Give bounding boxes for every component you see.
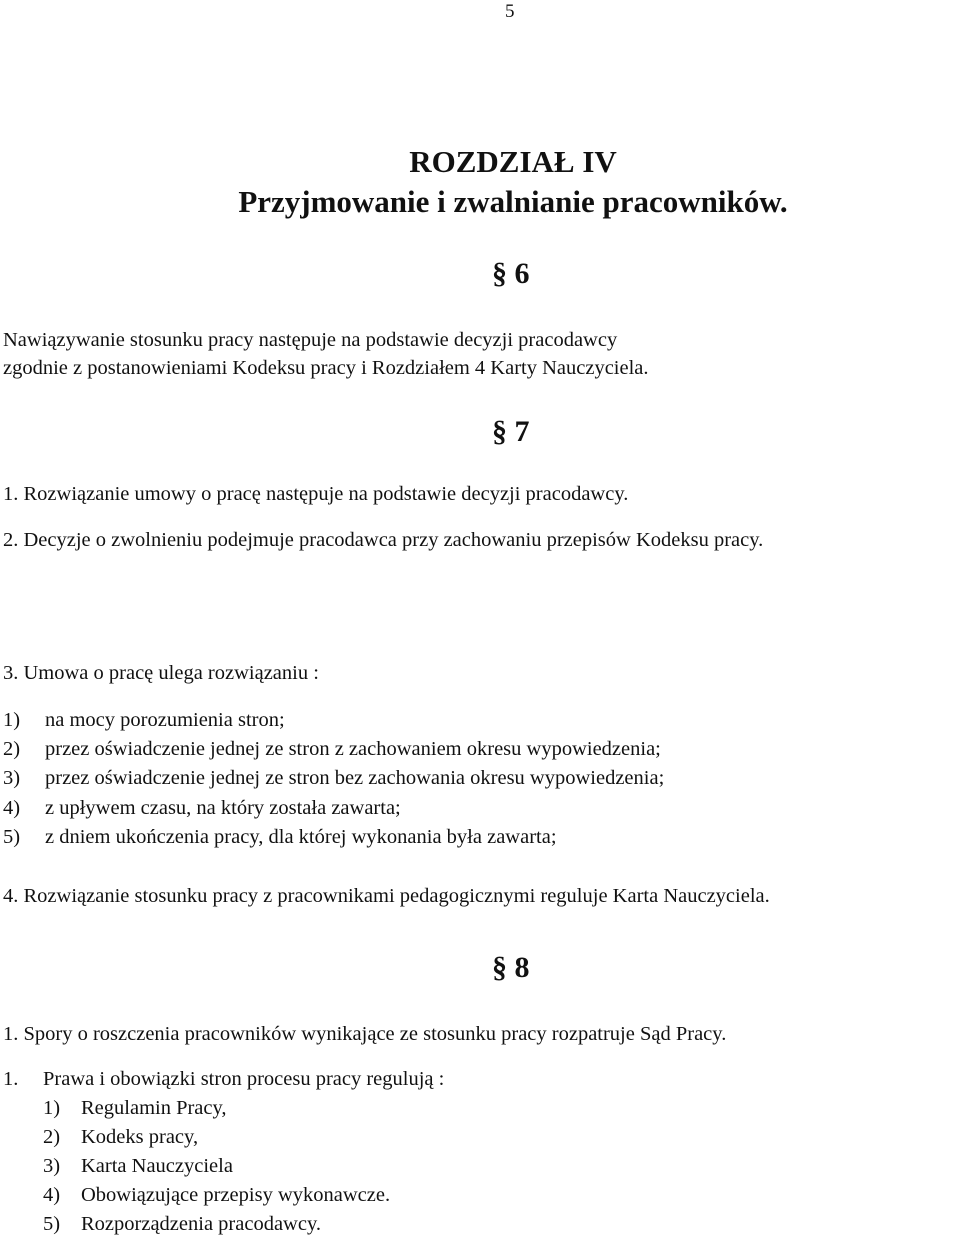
subitem-text: Kodeks pracy, bbox=[81, 1126, 199, 1148]
chapter-number: ROZDZIAŁ IV bbox=[409, 144, 617, 179]
section-7-subitem-2 bbox=[3, 739, 661, 760]
subitem-text: z dniem ukończenia pracy, dla której wykonania była zawarta; bbox=[45, 826, 557, 848]
subitem-number: 4) bbox=[43, 1184, 61, 1206]
subitem-number: 5) bbox=[3, 826, 21, 848]
section-8-subitem-2 bbox=[3, 1127, 198, 1148]
item-text: Rozwiązanie umowy o pracę następuje na podstawie decyzji pracodawcy. bbox=[23, 483, 629, 505]
subitem-number: 1) bbox=[43, 1097, 61, 1119]
subitem-text: Karta Nauczyciela bbox=[81, 1155, 233, 1177]
page-number: 5 bbox=[505, 1, 515, 22]
section-8-subitem-3 bbox=[3, 1156, 233, 1177]
subitem-number: 3) bbox=[43, 1155, 61, 1177]
item-text: Umowa o pracę ulega rozwiązaniu : bbox=[23, 662, 319, 684]
subitem-text: przez oświadczenie jednej ze stron z zachowaniem okresu wypowiedzenia; bbox=[45, 738, 661, 760]
subitem-number: 1) bbox=[3, 709, 21, 731]
section-7-subitem-4 bbox=[3, 798, 401, 819]
subitem-number: 5) bbox=[43, 1213, 61, 1235]
subitem-text: Obowiązujące przepisy wykonawcze. bbox=[81, 1184, 391, 1206]
item-number: 4. bbox=[3, 885, 19, 907]
section-7-item-2 bbox=[3, 530, 763, 551]
section-8-item-1 bbox=[3, 1024, 726, 1045]
section-8-mark: § 8 bbox=[492, 951, 530, 984]
subitem-number: 2) bbox=[3, 738, 21, 760]
subitem-number: 4) bbox=[3, 797, 21, 819]
section-8-subitem-5 bbox=[3, 1214, 321, 1235]
section-8-subitem-1 bbox=[3, 1098, 227, 1119]
item-text: Rozwiązanie stosunku pracy z pracownikami pedagogicznymi reguluje Karta Nauczyciela. bbox=[23, 885, 770, 907]
section-7-subitem-1 bbox=[3, 710, 285, 731]
section-6-line-1: Nawiązywanie stosunku pracy następuje na podstawie decyzji pracodawcy bbox=[3, 329, 618, 351]
section-7-mark: § 7 bbox=[492, 415, 530, 448]
section-7-item-4 bbox=[3, 886, 770, 907]
subitem-number: 2) bbox=[43, 1126, 61, 1148]
section-7-subitem-5 bbox=[3, 827, 557, 848]
section-8-item-2 bbox=[3, 1069, 444, 1090]
item-text: Spory o roszczenia pracowników wynikające ze stosunku pracy rozpatruje Sąd Pracy. bbox=[23, 1023, 727, 1045]
subitem-text: z upływem czasu, na który została zawarta; bbox=[45, 797, 401, 819]
item-text: Decyzje o zwolnieniu podejmuje pracodawca przy zachowaniu przepisów Kodeksu pracy. bbox=[23, 529, 764, 551]
section-6-mark: § 6 bbox=[492, 257, 530, 290]
item-number: 1. bbox=[3, 1068, 19, 1090]
section-8-subitem-4 bbox=[3, 1185, 390, 1206]
item-number: 2. bbox=[3, 529, 19, 551]
subitem-number: 3) bbox=[3, 767, 21, 789]
item-number: 3. bbox=[3, 662, 19, 684]
item-text: Prawa i obowiązki stron procesu pracy regulują : bbox=[43, 1068, 445, 1090]
section-6-line-2: zgodnie z postanowieniami Kodeksu pracy i Rozdziałem 4 Karty Nauczyciela. bbox=[3, 357, 649, 379]
section-7-subitem-3 bbox=[3, 768, 664, 789]
item-number: 1. bbox=[3, 1023, 19, 1045]
subitem-text: przez oświadczenie jednej ze stron bez zachowania okresu wypowiedzenia; bbox=[45, 767, 665, 789]
section-7-item-1 bbox=[3, 484, 628, 505]
subitem-text: Regulamin Pracy, bbox=[81, 1097, 227, 1119]
subitem-text: na mocy porozumienia stron; bbox=[45, 709, 285, 731]
section-7-item-3 bbox=[3, 663, 319, 684]
chapter-title: Przyjmowanie i zwalnianie pracowników. bbox=[238, 184, 788, 219]
item-number: 1. bbox=[3, 483, 19, 505]
subitem-text: Rozporządzenia pracodawcy. bbox=[81, 1213, 321, 1235]
